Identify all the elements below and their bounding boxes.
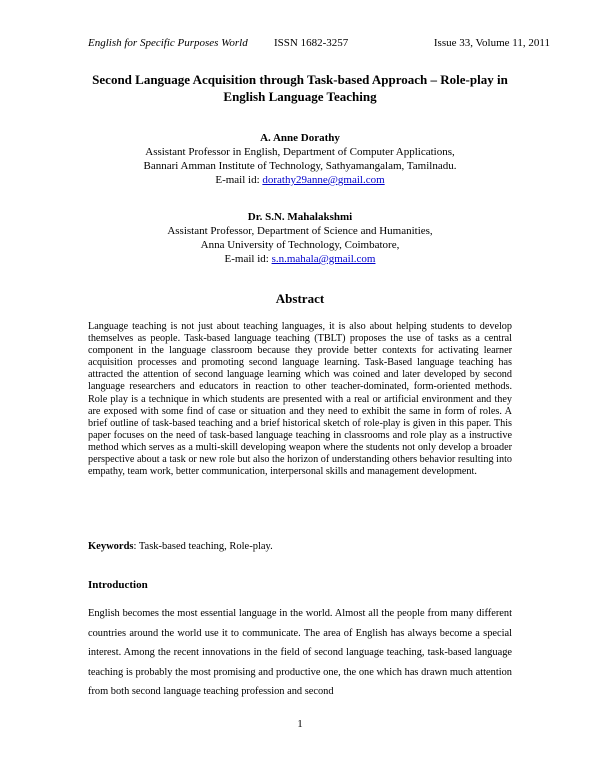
keywords-text: : Task-based teaching, Role-play. [133, 541, 273, 552]
author-affiliation: Anna University of Technology, Coimbatore, [200, 239, 400, 251]
author-email-line [88, 252, 512, 266]
introduction-heading: Introduction [88, 579, 148, 591]
author-block [88, 210, 512, 266]
author-email-link[interactable]: dorathy29anne@gmail.com [262, 174, 385, 186]
email-label: E-mail id: [224, 253, 269, 265]
author-affiliation: Bannari Amman Institute of Technology, Sathyamangalam, Tamilnadu. [143, 160, 457, 172]
keywords-label: Keywords [88, 541, 134, 552]
introduction-text: English becomes the most essential language in the world. Almost all the people from many different countries around the world use it to communicate. The area of English has always become a special interest. Among the recent innovations in the field of second language teaching, task-based language teaching is probably the most promising and productive one, the one which has drawn much attention from both second language teaching profession and second [88, 608, 512, 698]
abstract-text: Language teaching is not just about teaching languages, it is also about helping students to develop themselves as people. Task-based language teaching (TBLT) proposes the use of tasks as a central component in the language classroom because they provide better contexts for activating learner acquisition processes and promoting second language learning. Task-Based language teaching has attracted the attention of second language learning which was coined and later developed by second language researchers and educators in reaction to other teacher-dominated, form-oriented methods. Role play is a technique in which students are presented with a real or artificial environment and they are exposed with some find of case or situation and they need to exhibit the same in form of roles. A brief outline of task-based teaching and a brief historical sketch of role-play is given in this paper. This paper focuses on the need of task-based language teaching in classrooms and role play as a instructive method which serves as a multi-skill developing weapon where the students not only develop a broader perspective about a task or new role but also the horizon of understanding others behavior resulting into empathy, team work, better communication, interpersonal skills and management development. [88, 321, 512, 478]
author-block [88, 131, 512, 187]
paper-title: Second Language Acquisition through Task-based Approach – Role-play in English Language Teaching [92, 72, 508, 104]
abstract-heading: Abstract [275, 291, 325, 306]
page-number: 1 [297, 718, 303, 730]
author-affiliation: Assistant Professor in English, Department of Computer Applications, [145, 146, 455, 158]
author-email-line [88, 173, 512, 187]
author-email-link[interactable]: s.n.mahala@gmail.com [271, 253, 376, 265]
email-label: E-mail id: [215, 174, 260, 186]
author-name: A. Anne Dorathy [260, 132, 340, 144]
issn: ISSN 1682-3257 [274, 37, 349, 49]
author-name: Dr. S.N. Mahalakshmi [247, 211, 353, 223]
issue-info: Issue 33, Volume 11, 2011 [433, 37, 550, 49]
keywords [88, 540, 512, 553]
author-affiliation: Assistant Professor, Department of Science and Humanities, [167, 225, 433, 237]
journal-name: English for Specific Purposes World [88, 37, 248, 49]
